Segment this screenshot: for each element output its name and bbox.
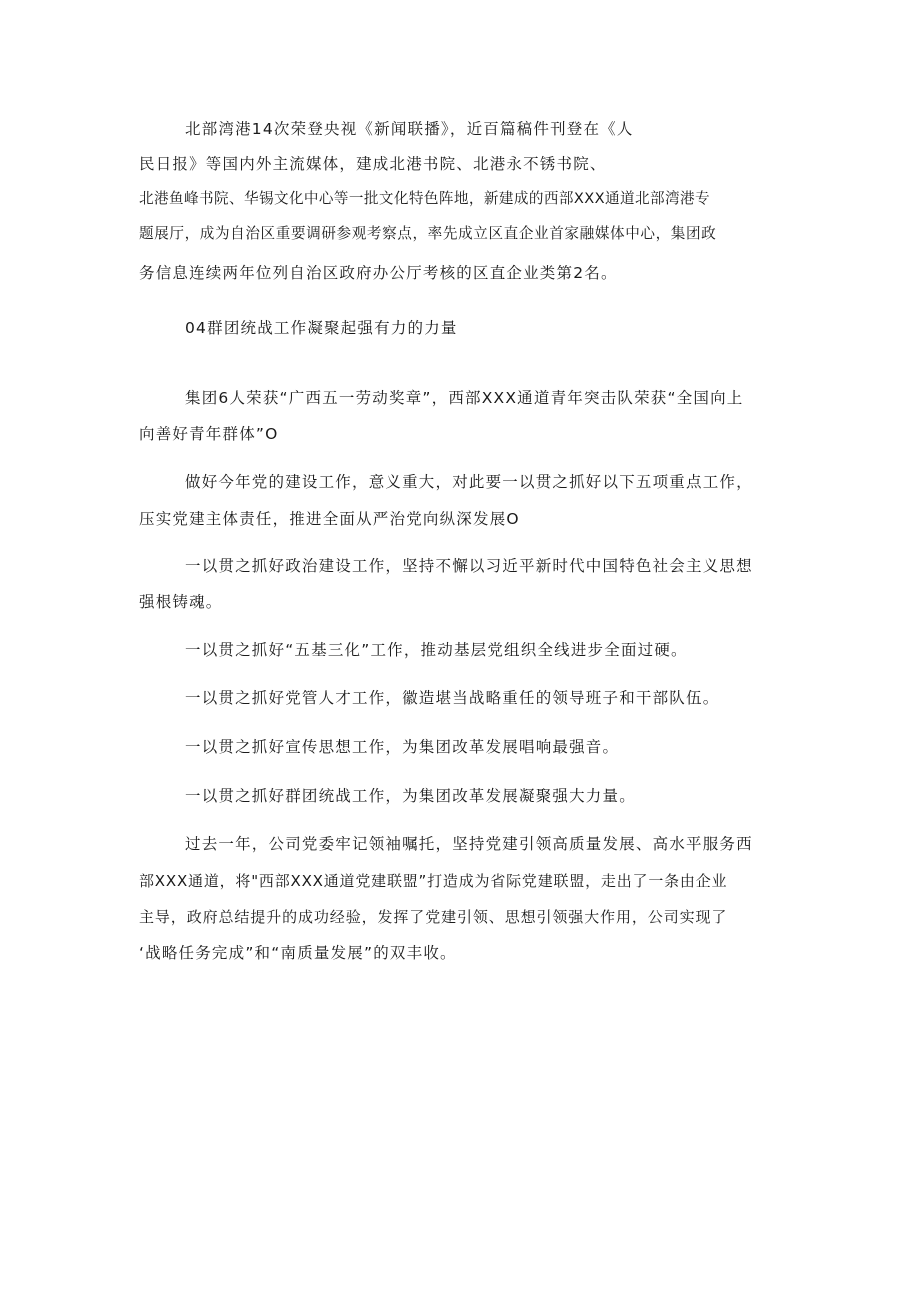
paragraph-line: 务信息连续两年位列自治区政府办公厅考核的区直企业类第2名。 [139, 264, 618, 282]
paragraph-line: 民日报》等国内外主流媒体，建成北港书院、北港永不锈书院、 [139, 155, 607, 173]
paragraph-line: 部XXX通道，将"西部XXX通道党建联盟”打造成为省际党建联盟，走出了一条由企业 [139, 872, 728, 890]
paragraph-line: 一以贯之抓好政治建设工作，坚持不懈以习近平新时代中国特色社会主义思想 [185, 557, 753, 575]
paragraph-line: 一以贯之抓好宣传思想工作，为集团改革发展唱响最强音。 [185, 738, 620, 756]
paragraph-line: 一以贯之抓好“五基三化”工作，推动基层党组织全线进步全面过硬。 [185, 641, 688, 659]
paragraph-line: ‘战略任务完成”和“南质量发展”的双丰收。 [139, 944, 457, 962]
paragraph-line: 一以贯之抓好党管人才工作，徽造堪当战略重任的领导班子和干部队伍。 [185, 689, 720, 707]
paragraph-line: 做好今年党的建设工作，意义重大，对此要一以贯之抓好以下五项重点工作， [185, 473, 753, 491]
section-heading: 04群团统战工作凝聚起强有力的力量 [185, 319, 458, 337]
paragraph-line: 过去一年，公司党委牢记领袖嘱托，坚持党建引领高质量发展、高水平服务西 [185, 835, 753, 853]
paragraph-line: 北部湾港14次荣登央视《新闻联播》，近百篇稿件刊登在《人 [185, 120, 634, 138]
paragraph-line: 强根铸魂。 [139, 593, 223, 611]
paragraph-line: 集团6人荣获“广西五一劳动奖章”，西部XXX通道青年突击队荣获“全国向上 [185, 389, 744, 407]
paragraph-line: 向善好青年群体”O [139, 425, 279, 443]
paragraph-line: 主导，政府总结提升的成功经验，发挥了党建引领、思想引领强大作用，公司实现了 [139, 908, 728, 926]
paragraph-line: 压实党建主体责任，推进全面从严治党向纵深发展O [139, 510, 520, 528]
paragraph-line: 题展厅，成为自治区重要调研参观考察点，率先成立区直企业首家融媒体中心，集团政 [139, 225, 717, 242]
paragraph-line: 北港鱼峰书院、华锡文化中心等一批文化特色阵地，新建成的西部XXX通道北部湾港专 [139, 190, 710, 207]
paragraph-line: 一以贯之抓好群团统战工作，为集团改革发展凝聚强大力量。 [185, 787, 636, 805]
